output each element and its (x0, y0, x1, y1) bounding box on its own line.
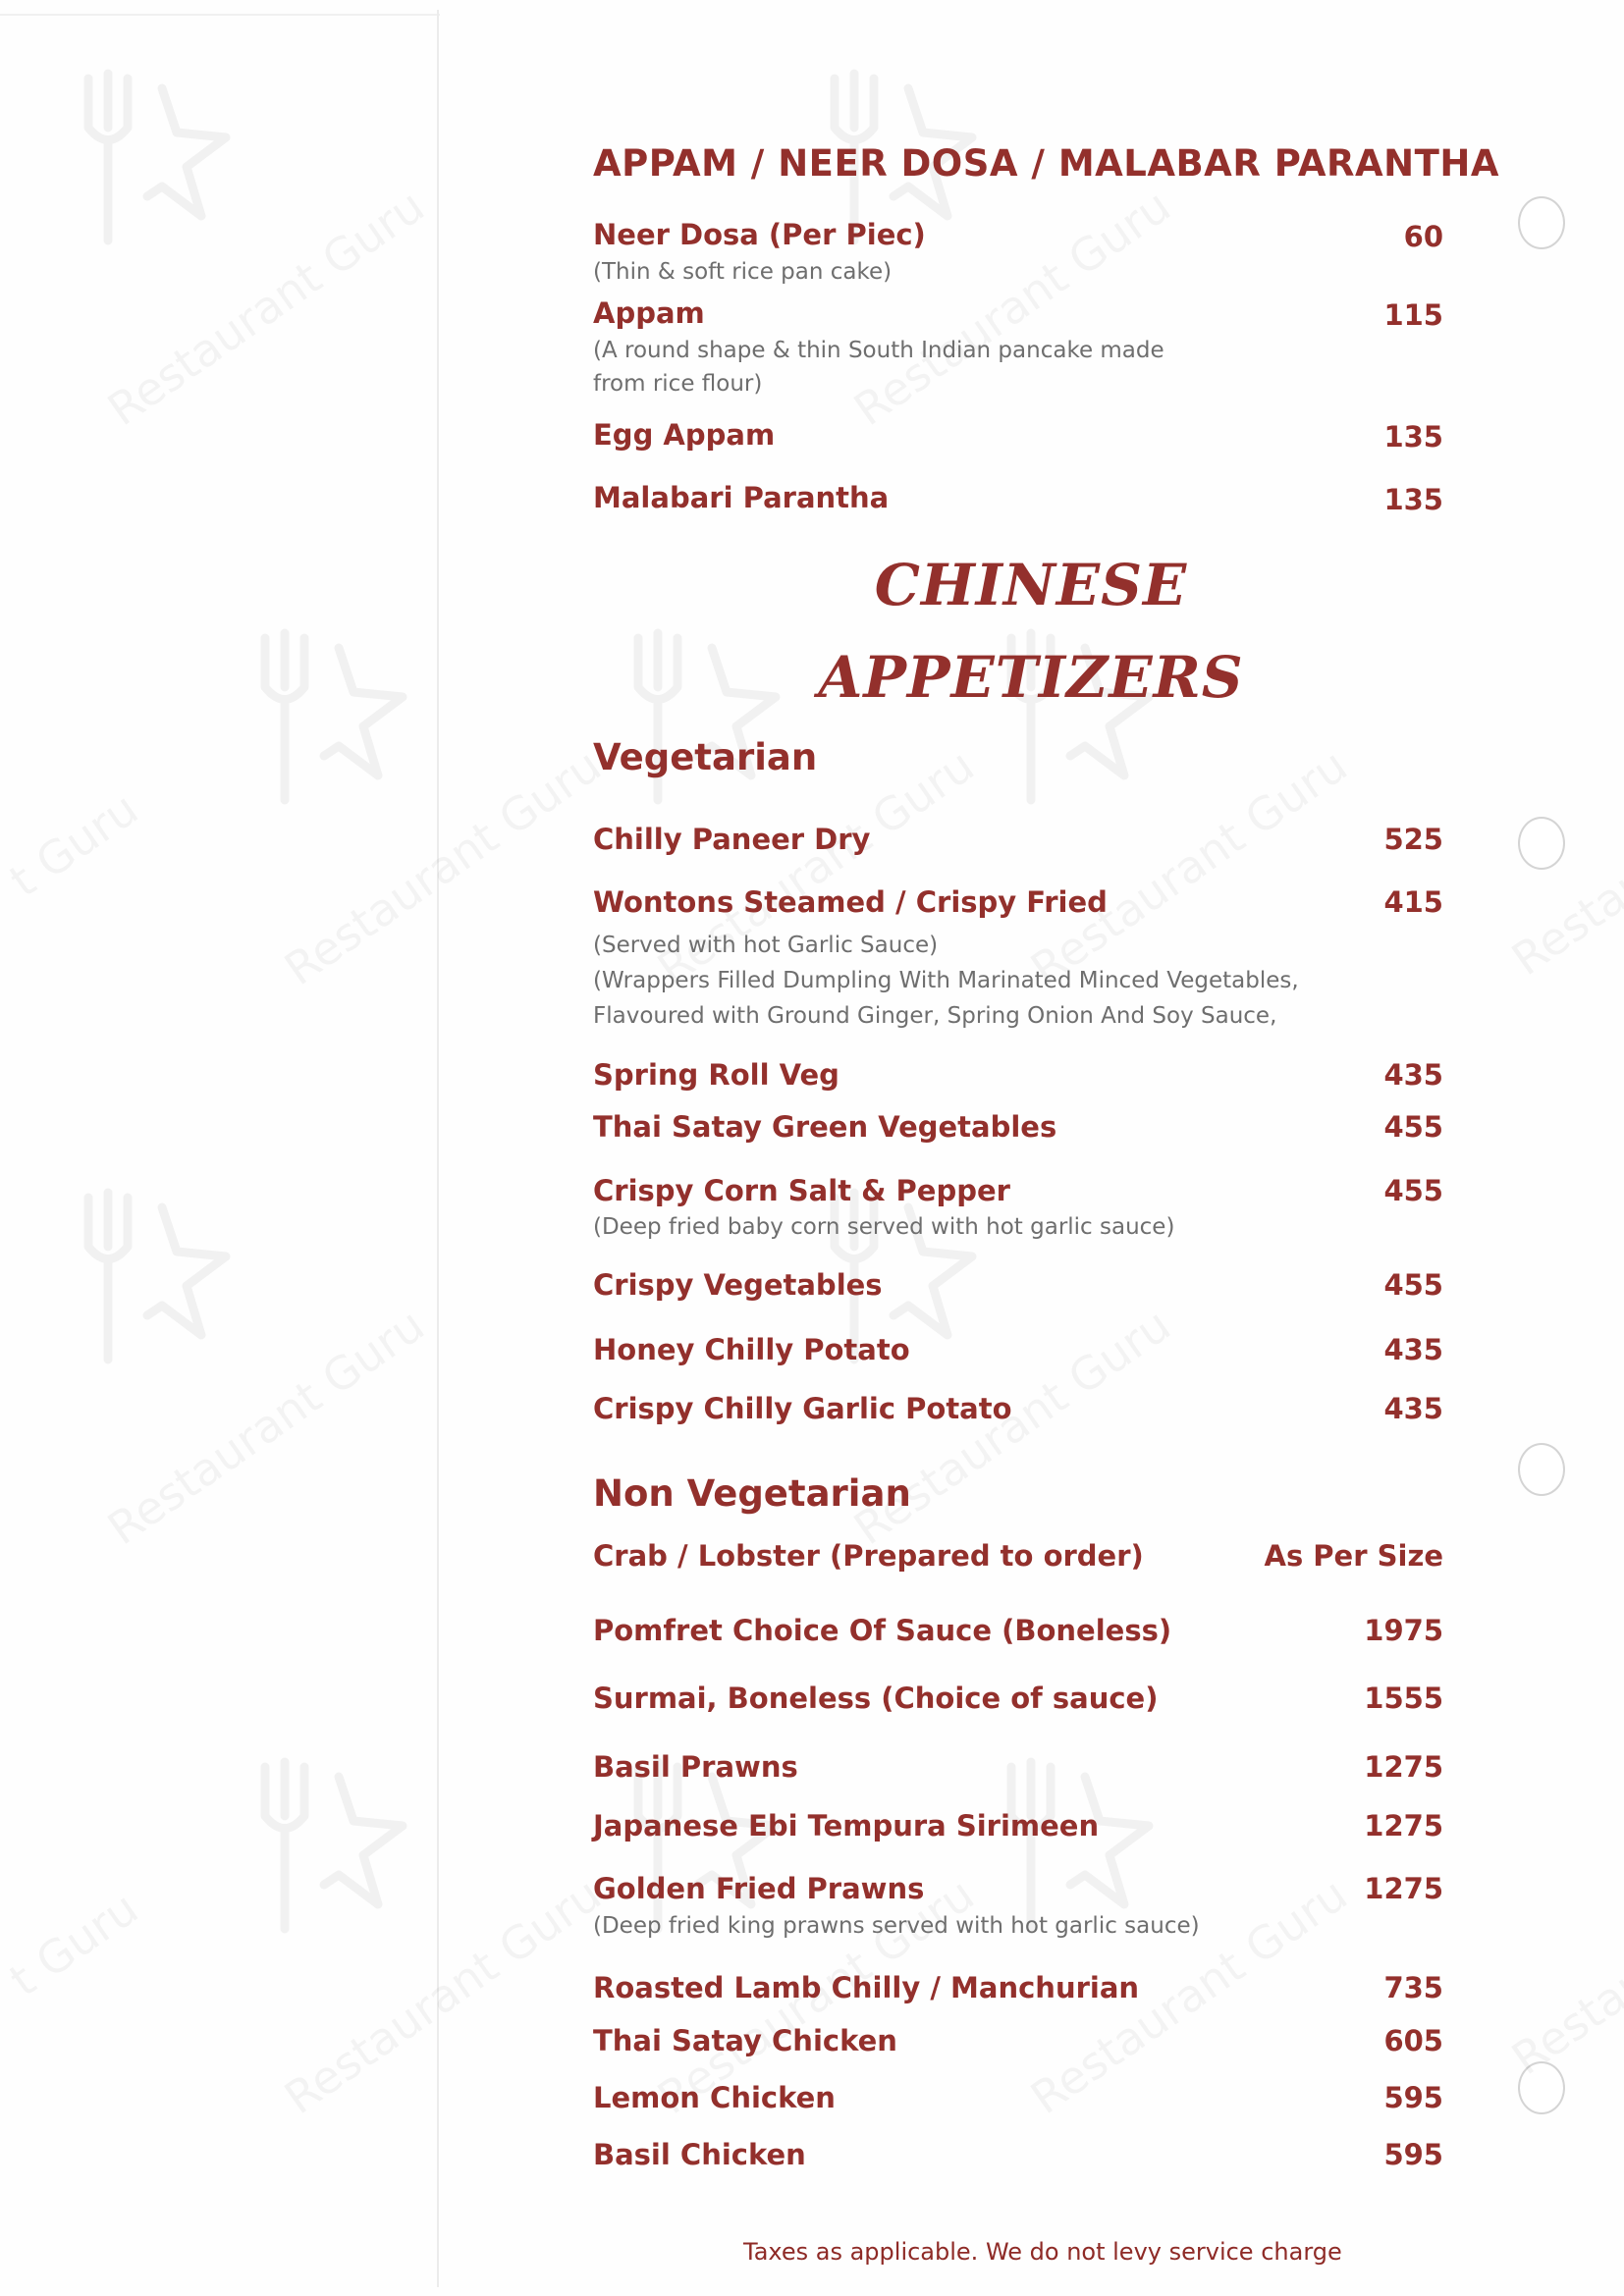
menu-item-name: Egg Appam (593, 418, 776, 452)
menu-item-description: (A round shape & thin South Indian pancake made (593, 338, 1164, 363)
footer-note: Taxes as applicable. We do not levy service charge (743, 2238, 1342, 2266)
section-heading-appam: APPAM / NEER DOSA / MALABAR PARANTHA (593, 142, 1499, 185)
watermark-text-fragment (1502, 854, 1624, 987)
binder-hole (1518, 196, 1565, 249)
watermark-text (98, 179, 434, 436)
category-title-line2: APPETIZERS (818, 644, 1244, 711)
menu-item-price: 115 (1383, 298, 1443, 332)
watermark-fork-star-icon (69, 59, 236, 259)
subheading-vegetarian: Vegetarian (593, 736, 818, 778)
menu-item-price: 1275 (1364, 1872, 1443, 1905)
page-top-edge (0, 14, 440, 16)
menu-item-price: 435 (1383, 1333, 1443, 1366)
menu-item-name: Crispy Vegetables (593, 1268, 883, 1302)
menu-item-name: Crab / Lobster (Prepared to order) (593, 1539, 1144, 1573)
menu-item-price: 415 (1383, 885, 1443, 919)
menu-item-name: Surmai, Boneless (Choice of sauce) (593, 1682, 1159, 1715)
menu-item-description: (Deep fried king prawns served with hot garlic sauce) (593, 1913, 1200, 1939)
menu-item-name: Spring Roll Veg (593, 1058, 839, 1092)
watermark-text (275, 1867, 611, 2124)
menu-item-description: Flavoured with Ground Ginger, Spring Onion And Soy Sauce, (593, 1003, 1277, 1029)
menu-item-name: Malabari Parantha (593, 481, 890, 514)
menu-item-name: Thai Satay Green Vegetables (593, 1110, 1057, 1144)
binder-hole (1518, 2061, 1565, 2114)
binder-hole (1518, 1443, 1565, 1496)
menu-item-name: Wontons Steamed / Crispy Fried (593, 885, 1108, 919)
menu-item-name: Lemon Chicken (593, 2081, 836, 2114)
menu-item-price: 525 (1383, 823, 1443, 856)
binder-hole (1518, 817, 1565, 870)
menu-item-description: (Served with hot Garlic Sauce) (593, 933, 939, 958)
menu-item-name: Golden Fried Prawns (593, 1872, 925, 1905)
watermark-fork-star-icon (245, 1747, 412, 1948)
menu-item-price: 605 (1383, 2024, 1443, 2057)
menu-item-description: (Thin & soft rice pan cake) (593, 259, 893, 285)
menu-item-name: Appam (593, 296, 705, 330)
menu-item-price: 435 (1383, 1392, 1443, 1425)
watermark-fork-star-icon (69, 1178, 236, 1378)
menu-item-name: Basil Chicken (593, 2138, 806, 2171)
menu-item-name: Thai Satay Chicken (593, 2024, 897, 2057)
menu-item-price: 60 (1403, 220, 1443, 253)
menu-item-price: 455 (1383, 1110, 1443, 1144)
watermark-text-fragment (0, 1882, 147, 2007)
menu-item-price: 435 (1383, 1058, 1443, 1092)
menu-item-price: 1275 (1364, 1809, 1443, 1842)
watermark-text (275, 738, 611, 995)
menu-item-name: Neer Dosa (Per Piec) (593, 218, 926, 251)
watermark-text (98, 1298, 434, 1555)
menu-item-price: 595 (1383, 2138, 1443, 2171)
watermark-text-fragment (0, 782, 147, 908)
subheading-non-vegetarian: Non Vegetarian (593, 1472, 911, 1515)
menu-item-price: 1275 (1364, 1750, 1443, 1784)
menu-item-name: Honey Chilly Potato (593, 1333, 910, 1366)
menu-item-price: 455 (1383, 1268, 1443, 1302)
menu-item-price: 455 (1383, 1174, 1443, 1207)
watermark-text (1021, 738, 1357, 995)
page-fold-line (437, 10, 439, 2287)
menu-item-name: Crispy Chilly Garlic Potato (593, 1392, 1012, 1425)
menu-item-price: 135 (1383, 483, 1443, 516)
menu-item-price: As Per Size (1264, 1539, 1443, 1573)
menu-item-price: 595 (1383, 2081, 1443, 2114)
menu-item-price: 1975 (1364, 1614, 1443, 1647)
menu-item-price: 1555 (1364, 1682, 1443, 1715)
menu-item-name: Chilly Paneer Dry (593, 823, 871, 856)
watermark-fork-star-icon (245, 618, 412, 819)
menu-item-price: 735 (1383, 1971, 1443, 2004)
watermark-text-fragment (1502, 1953, 1624, 2086)
menu-item-name: Japanese Ebi Tempura Sirimeen (593, 1809, 1100, 1842)
menu-item-name: Crispy Corn Salt & Pepper (593, 1174, 1010, 1207)
menu-item-description: (Wrappers Filled Dumpling With Marinated Minced Vegetables, (593, 968, 1299, 993)
menu-item-description: (Deep fried baby corn served with hot garlic sauce) (593, 1214, 1175, 1240)
category-title-line1: CHINESE (874, 552, 1188, 618)
menu-item-name: Pomfret Choice Of Sauce (Boneless) (593, 1614, 1172, 1647)
menu-item-name: Roasted Lamb Chilly / Manchurian (593, 1971, 1140, 2004)
menu-item-price: 135 (1383, 420, 1443, 454)
menu-item-name: Basil Prawns (593, 1750, 798, 1784)
menu-item-description: from rice flour) (593, 371, 763, 397)
